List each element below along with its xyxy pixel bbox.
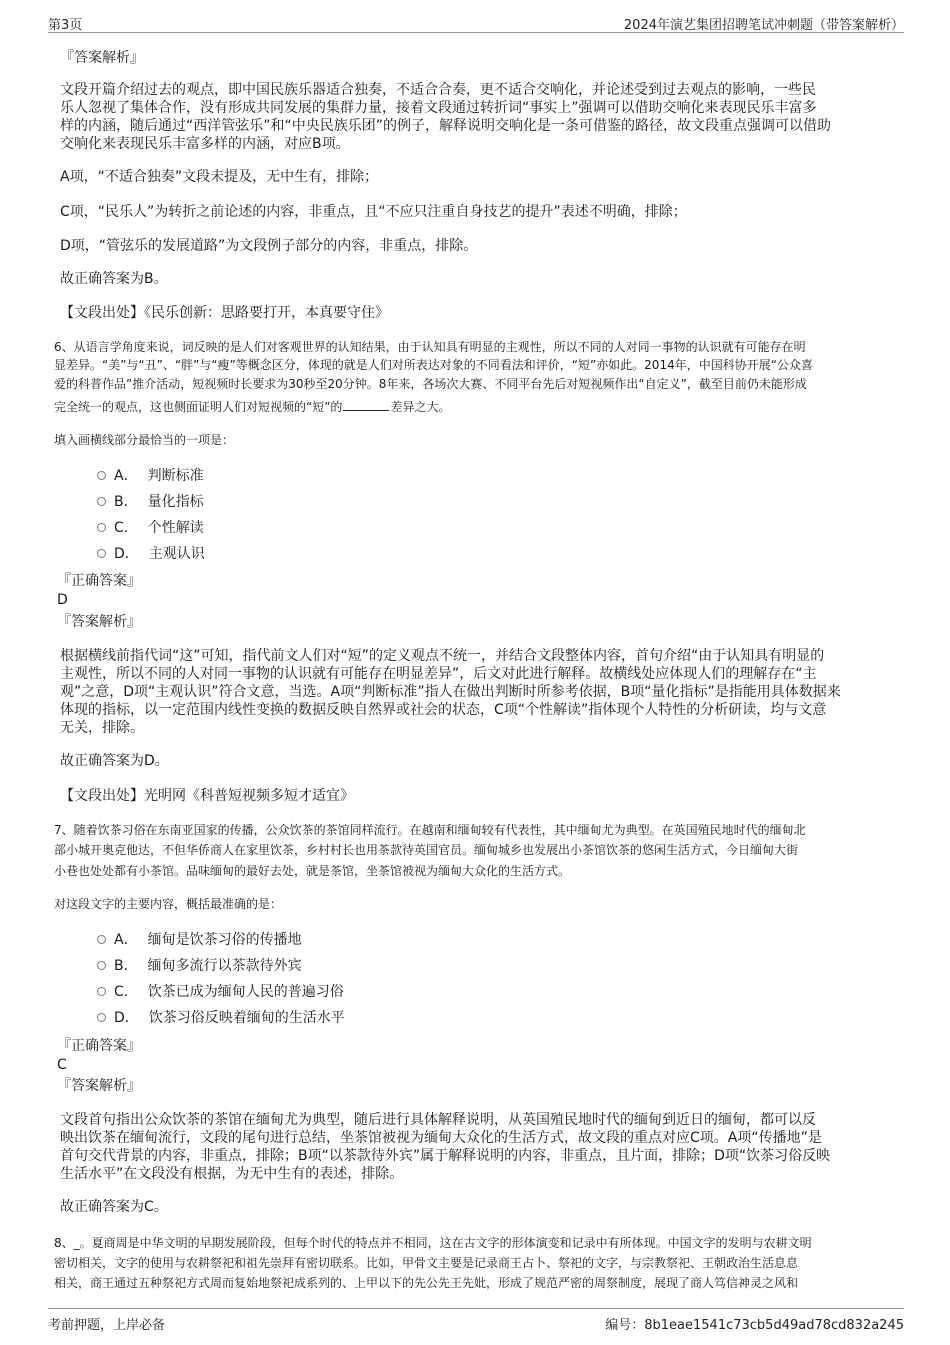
option-b[interactable]: B． 量化指标 [97, 493, 204, 511]
option-d[interactable]: D． 主观认识 [97, 545, 205, 563]
correct-answer: D [57, 592, 68, 608]
document-code: 编号：8b1eae1541c73cb5d49ad78cd832a245 [605, 1318, 904, 1333]
radio-button[interactable] [97, 523, 106, 532]
analysis-line: 乐人忽视了集体合作，没有形成共同发展的集群力量，接着文段通过转折词“事实上”强调可以借助交响化来表现民乐丰富多 [60, 100, 817, 116]
radio-button[interactable] [97, 549, 106, 558]
question-stem-line: 密切相关，文字的使用与农耕祭祀和祖先崇拜有密切联系。比如，甲骨文主要是记录商王占卜、祭祀的文字，与宗教祭祀、王朝政治生活息息 [54, 1256, 799, 1270]
source-citation: 【文段出处】光明网《科普短视频多短才适宜》 [60, 788, 354, 804]
question-stem-line: 8、_。夏商周是中华文明的早期发展阶段，但每个时代的特点并不相同，这在古文字的形体演变和记录中有所体现。中国文字的发明与农耕文明 [54, 1236, 812, 1250]
radio-button[interactable] [97, 987, 106, 996]
question-stem-line: 爱的科普作品”推介活动，短视频时长要求为30秒至20分钟。8年来，各场次大赛、不同平台先后对短视频作出“自定义”，截至目前仍未能形成 [54, 377, 807, 391]
source-citation: 【文段出处】《民乐创新：思路要打开，本真要守住》 [60, 305, 389, 321]
fill-in-blank [343, 399, 389, 411]
correct-answer-label: 『正确答案』 [57, 573, 141, 589]
radio-button[interactable] [97, 471, 106, 480]
analysis-line: 观”之意，D项“主观认识”符合文意，当选。A项“判断标准”指人在做出判断时所参考依据，B项“量化指标”是指能用具体数据来 [60, 684, 841, 700]
question-stem-line: 小巷也处处都有小茶馆。品味缅甸的最好去处，就是茶馆，坐茶馆被视为缅甸大众化的生活方式。 [54, 864, 571, 878]
option-a[interactable]: A． 缅甸是饮茶习俗的传播地 [97, 931, 302, 949]
option-c[interactable]: C． 饮茶已成为缅甸人民的普遍习俗 [97, 983, 344, 1001]
analysis-line: 无关，排除。 [60, 720, 144, 736]
analysis-label: 『答案解析』 [57, 614, 141, 630]
analysis-line: 样的内涵，随后通过“西洋管弦乐”和“中央民族乐团”的例子，解释说明交响化是一条可借鉴的路径，故文段重点强调可以借助 [60, 118, 832, 134]
answer-conclusion: 故正确答案为C。 [60, 1199, 168, 1215]
radio-button[interactable] [97, 961, 106, 970]
question-stem-line: 7、随着饮茶习俗在东南亚国家的传播，公众饮茶的茶馆同样流行。在越南和缅甸较有代表性，其中缅甸尤为典型。在英国殖民地时代的缅甸北 [54, 823, 806, 837]
doc-title: 2024年演艺集团招聘笔试冲刺题（带答案解析） [623, 18, 904, 33]
answer-conclusion: 故正确答案为B。 [60, 271, 168, 287]
question-stem-line: 相关，商王通过五种祭祀方式周而复始地祭祀成系列的、上甲以下的先公先王先妣，形成了规范严密的周祭制度，展现了商人笃信神灵之风和 [54, 1276, 799, 1290]
question-stem-line: 完全统一的观点，这也侧面证明人们对短视频的“短”的 差异之大。 [54, 400, 451, 414]
option-d-analysis: D项，“管弦乐的发展道路”为文段例子部分的内容，非重点，排除。 [60, 238, 478, 254]
question-prompt: 填入画横线部分最恰当的一项是： [54, 433, 235, 447]
radio-button[interactable] [97, 497, 106, 506]
analysis-line: 体现的指标，以一定范围内线性变换的数据反映自然界或社会的状态，C项“个性解读”指体现个人特性的分析研读，均与文意 [60, 702, 827, 718]
correct-answer-label: 『正确答案』 [57, 1038, 141, 1054]
analysis-line: 交响化来表现民乐丰富多样的内涵，对应B项。 [60, 136, 350, 152]
analysis-line: 生活水平”在文段没有根据，为无中生有的表述，排除。 [60, 1166, 404, 1182]
footer-slogan: 考前押题，上岸必备 [48, 1318, 166, 1333]
analysis-line: 主观性，所以不同的人对同一事物的认识就有可能存在明显差异”，后文对此进行解释。故横线处应体现人们的理解存在“主 [60, 666, 817, 682]
question-stem-line: 6、从语言学角度来说，词反映的是人们对客观世界的认知结果，由于认知具有明显的主观性，所以不同的人对同一事物的认识就有可能存在明 [54, 340, 806, 354]
page-label: 第3页 [48, 18, 83, 33]
option-d[interactable]: D． 饮茶习俗反映着缅甸的生活水平 [97, 1009, 345, 1027]
option-a-analysis: A项，“不适合独奏”文段未提及，无中生有，排除； [60, 169, 379, 185]
option-a[interactable]: A． 判断标准 [97, 467, 204, 485]
analysis-line: 首句交代背景的内容，非重点，排除；B项“以茶款待外宾”属于解释说明的内容，非重点，且片面，排除；D项“饮茶习俗反映 [60, 1148, 831, 1164]
analysis-label: 『答案解析』 [60, 50, 144, 66]
option-c[interactable]: C． 个性解读 [97, 519, 204, 537]
analysis-label: 『答案解析』 [57, 1078, 141, 1094]
analysis-line: 文段开篇介绍过去的观点，即中国民族乐器适合独奏，不适合合奏，更不适合交响化，并论述受到过去观点的影响，一些民 [60, 82, 816, 98]
correct-answer: C [57, 1057, 67, 1073]
question-stem-line: 部小城开奥克他达，不但华侨商人在家里饮茶，乡村村长也用茶款待英国官员。缅甸城乡也发展出小茶馆饮茶的悠闲生活方式，今日缅甸大街 [54, 843, 799, 857]
question-prompt: 对这段文字的主要内容，概括最准确的是： [54, 897, 283, 911]
page-header [48, 12, 904, 33]
analysis-line: 映出饮茶在缅甸流行，文段的尾句进行总结，坐茶馆被视为缅甸大众化的生活方式，故文段的重点对应C项。A项“传播地”是 [60, 1130, 822, 1146]
radio-button[interactable] [97, 1013, 106, 1022]
option-c-analysis: C项，“民乐人”为转折之前论述的内容，非重点，且“不应只注重自身技艺的提升”表述不明确，排除； [60, 204, 687, 220]
analysis-line: 根据横线前指代词“这”可知，指代前文人们对“短”的定义观点不统一，并结合文段整体内容，首句介绍“由于认知具有明显的 [60, 648, 825, 664]
analysis-line: 文段首句指出公众饮茶的茶馆在缅甸尤为典型，随后进行具体解释说明，从英国殖民地时代的缅甸到近日的缅甸，都可以反 [60, 1112, 816, 1128]
option-b[interactable]: B． 缅甸多流行以茶款待外宾 [97, 957, 302, 975]
answer-conclusion: 故正确答案为D。 [60, 753, 169, 769]
question-stem-line: 显差异。“美”与“丑”、“胖”与“瘦”等概念区分，体现的就是人们对所表达对象的不同看法和评价，“短”亦如此。2014年，中国科协开展“公众喜 [54, 358, 813, 372]
radio-button[interactable] [97, 935, 106, 944]
page-footer [48, 1308, 904, 1333]
